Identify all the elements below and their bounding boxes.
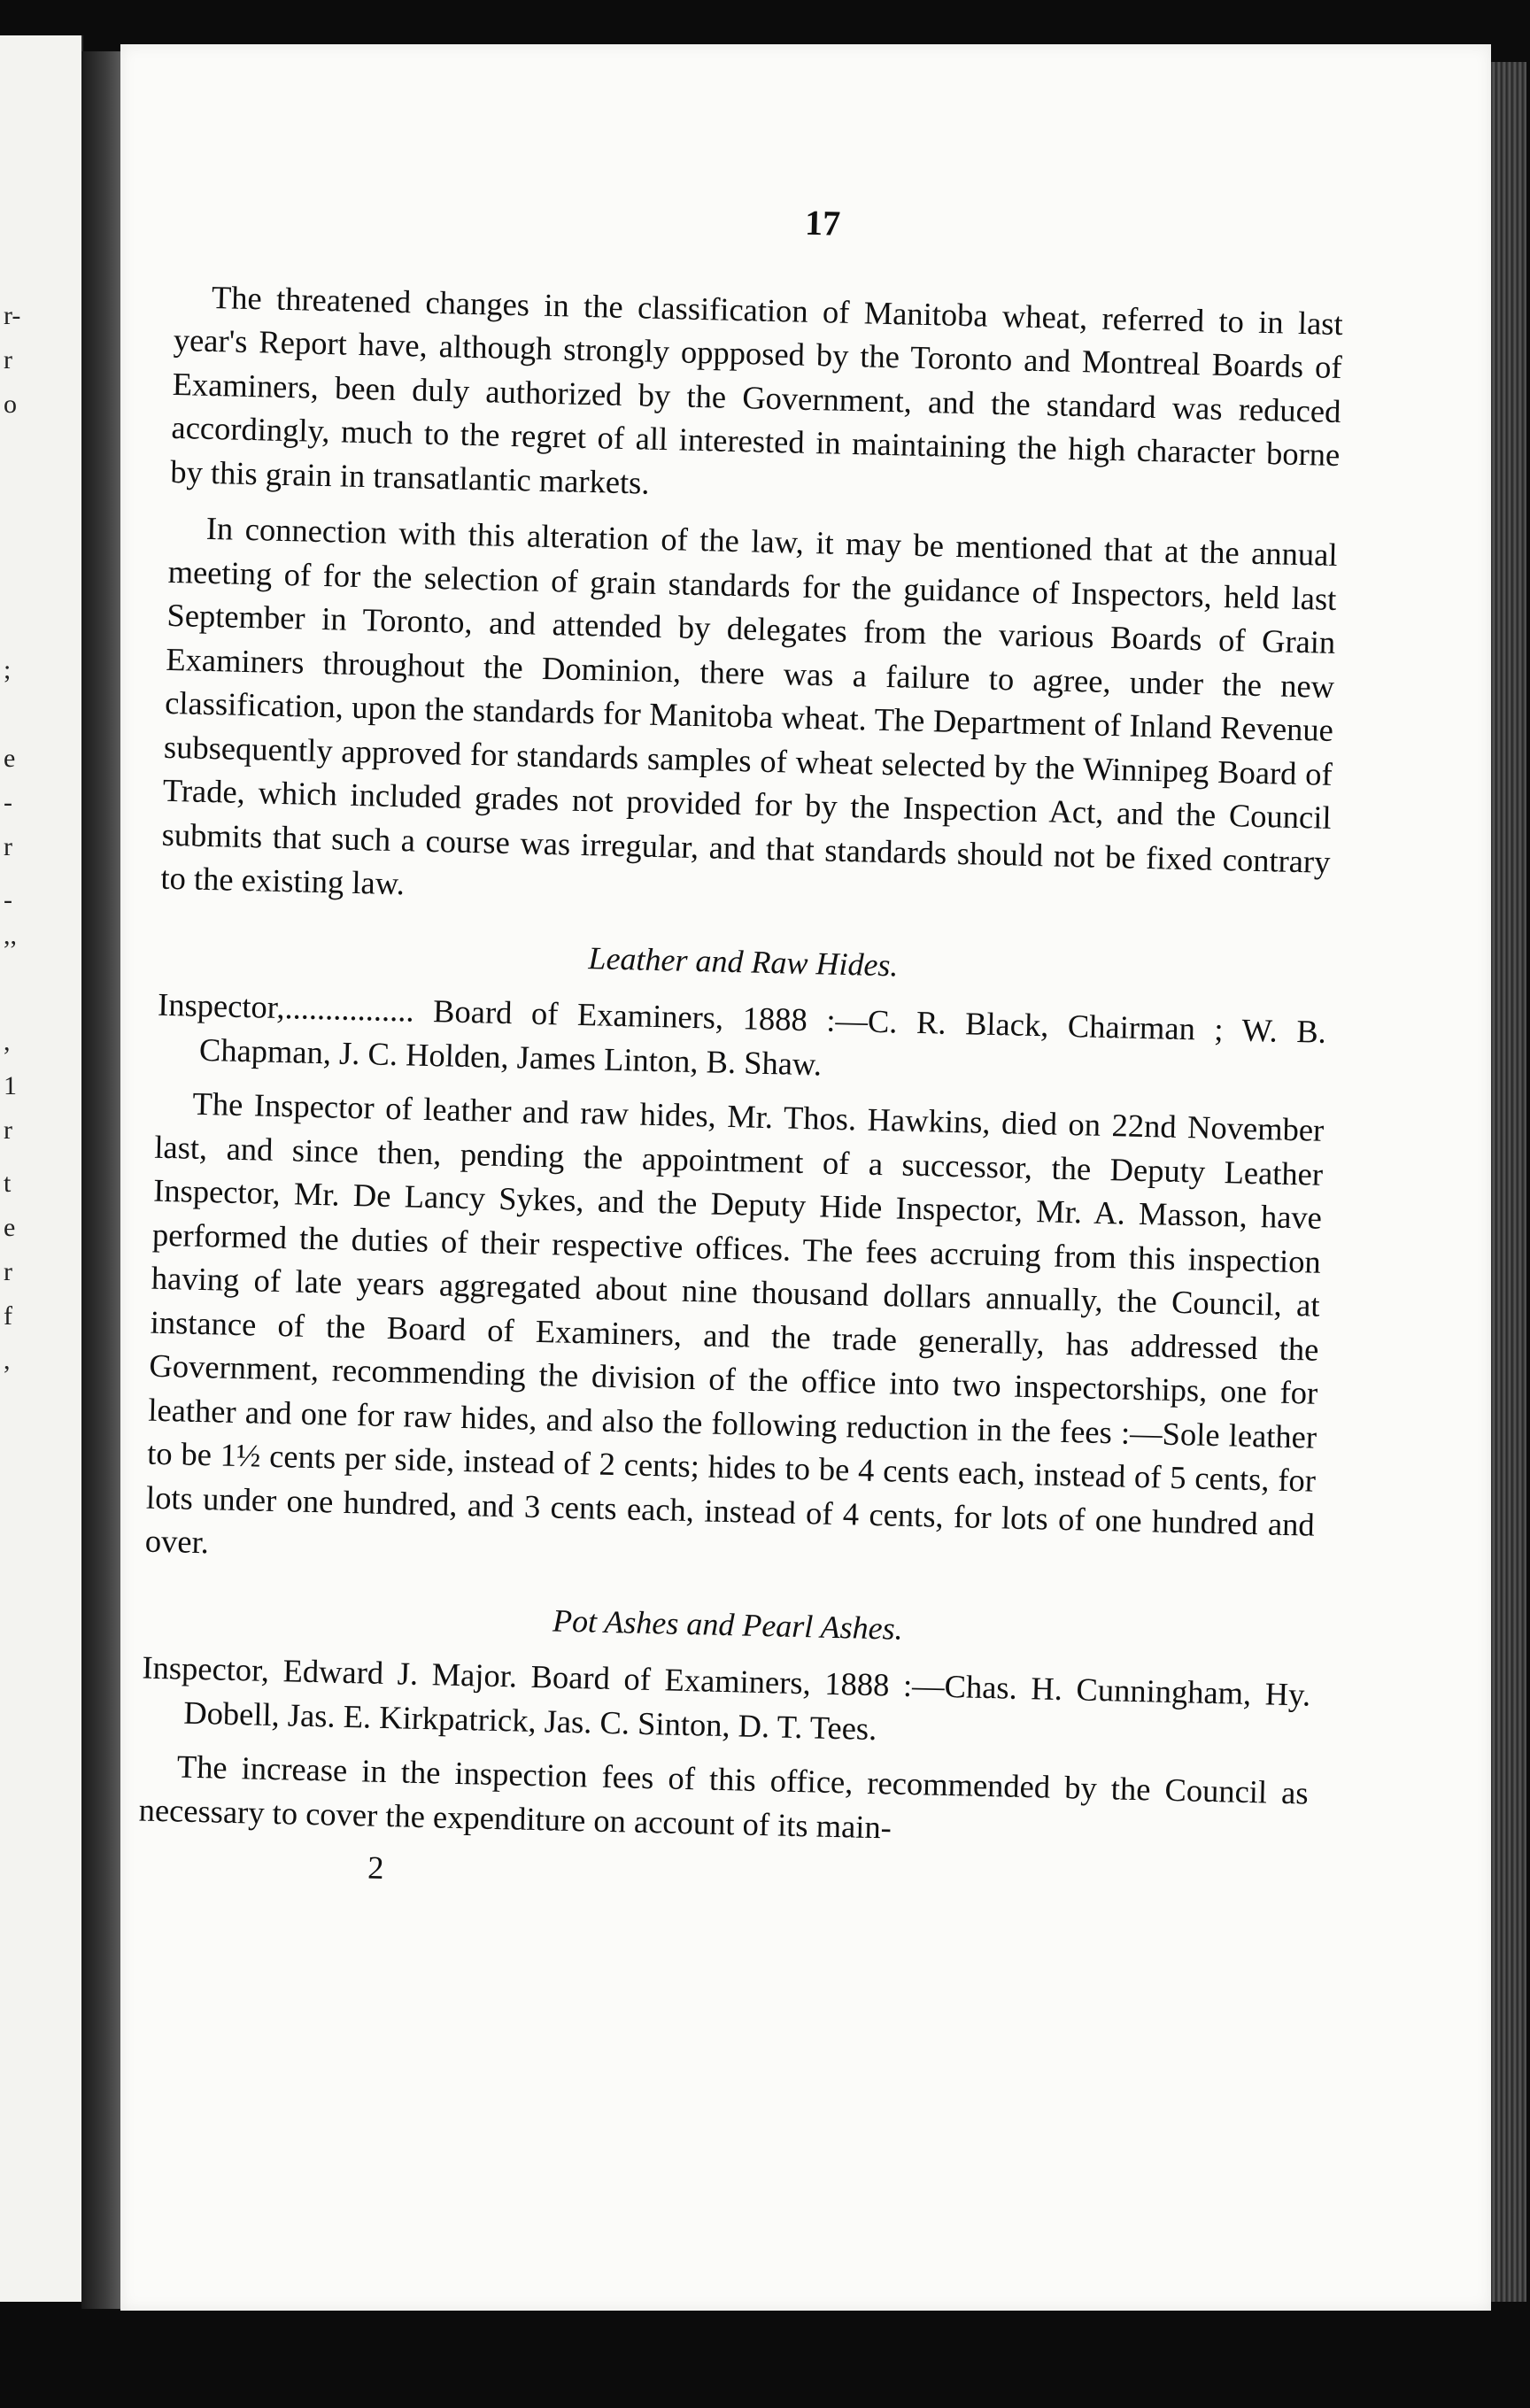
left-fragment: r: [4, 1115, 12, 1145]
left-fragment: e: [4, 744, 16, 773]
page-number: 17: [804, 202, 841, 243]
page-stack-edge: [1491, 62, 1526, 2302]
left-fragment: o: [4, 390, 17, 419]
left-fragment: ,: [4, 1346, 11, 1375]
left-fragment: -: [4, 885, 12, 915]
left-fragment: 1: [4, 1071, 17, 1100]
page-content: [137, 186, 1346, 1911]
left-fragment: -: [4, 788, 12, 817]
left-fragment: f: [4, 1301, 12, 1331]
left-fragment: r: [4, 1257, 12, 1286]
book-page: [120, 44, 1491, 2311]
inspector-line-ashes: Inspector, Edward J. Major. Board of Examiners, 1888 :—Chas. H. Cunningham, Hy. Dobell, Jas. E. Kirkpatrick, Jas. C. Sinton, D. T. Tees.: [142, 1648, 1311, 1747]
paragraph-classification: The threatened changes in the classification of Manitoba wheat, referred to in last year's Report have, although strongly oppposed by the Toronto and Montreal Boards of Examiners, been duly authorized by the Government, and the standard was reduced accordingly, much to the regret of all interested in maintaining the high character borne by this grain in transatlantic markets.: [169, 278, 1344, 501]
inspector-line-leather: Inspector,................ Board of Examiners, 1888 :—C. R. Black, Chairman ; W. B. Chapman, J. C. Holden, James Linton, B. Shaw.: [157, 985, 1327, 1082]
paragraph-leather: The Inspector of leather and raw hides, Mr. Thos. Hawkins, died on 22nd November last, and since then, pending the appointment of a successor, the Deputy Leather Inspector, Mr. De Lancy Sykes, and the Deputy Hide Inspector, Mr. A. Masson, have performed the duties of their respective offices. The fees accruing from this inspection having of late years aggregated about nine thousand dollars annually, the Council, at instance of the Board of Examiners, and the trade generally, has addressed the Government, recommending the division of the office into two inspectorships, one for leather and one for raw hides, and also the following reduction in the fees :—Sole leather to be 1½ cents per side, instead of 2 cents; hides to be 4 cents each, instead of 5 cents, for lots under one hundred, and 3 cents each, instead of 4 cents, for lots of one hundred and over.: [144, 1084, 1325, 1561]
section-heading-leather: Leather and Raw Hides.: [588, 939, 899, 983]
left-fragment: t: [4, 1169, 12, 1198]
left-fragment: r: [4, 345, 12, 374]
left-fragment: ,: [4, 1027, 11, 1056]
left-fragment: ,,: [4, 921, 17, 950]
paragraph-standards: In connection with this alteration of the law, it may be mentioned that at the annual meeting of for the selection of grain standards for the guidance of Inspectors, held last September in Toronto, and attended by delegates from the various Boards of Grain Examiners throughout the Dominion, there was a failure to agree, under the new classification, upon the standards for Manitoba wheat. The Department of Inland Revenue subsequently approved for standards samples of wheat selected by the Winnipeg Board of Trade, which included grades not provided for by the Inspection Act, and the Council submits that such a course was irregular, and that standards should not be fixed contrary to the existing law.: [160, 509, 1339, 902]
left-fragment: e: [4, 1213, 16, 1242]
left-fragment: r: [4, 832, 12, 861]
left-fragment: r-: [4, 301, 21, 330]
left-fragment: ;: [4, 655, 12, 684]
left-page-edge: [0, 35, 83, 2302]
paragraph-ashes: The increase in the inspection fees of this office, recommended by the Council as necessary to cover the expenditure on account of its main-: [138, 1748, 1310, 1846]
book-gutter: [81, 51, 120, 2309]
section-heading-ashes: Pot Ashes and Pearl Ashes.: [552, 1601, 904, 1647]
signature-mark: 2: [367, 1848, 385, 1887]
